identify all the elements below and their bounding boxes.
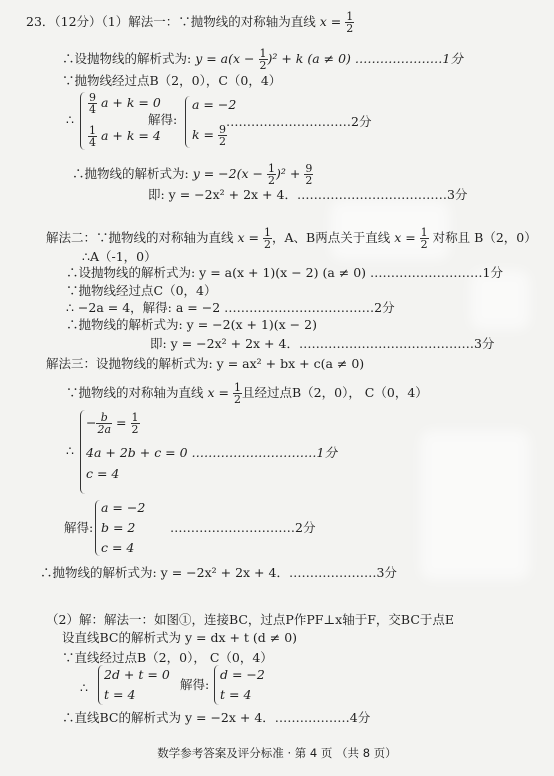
therefore-symbol: ∴: [66, 112, 74, 127]
method3-line2: ∵抛物线的对称轴为直线 x = $\frac{1}{2}$ 且经过点B（2，0）， C（0，4）: [66, 381, 428, 406]
equation-3: c = 4: [86, 466, 120, 481]
system-brace: [98, 665, 103, 705]
method2-line1: 解法二：∵抛物线的对称轴为直线 x = $\frac{1}{2}$ ，A、B两点关于直线 x = $\frac{1}{2}$ 对称且 B（2，0）: [46, 226, 537, 251]
score-2: …………………………2分: [170, 520, 316, 535]
solve-label: 解得:: [180, 677, 210, 692]
method3-final: ∴抛物线的解析式为: y = −2x² + 2x + 4．…………………3分: [40, 565, 397, 580]
equation-2: $\frac{1}{4}$ a + k = 4: [89, 124, 161, 149]
method1-result: ∴抛物线的解析式为: y = −2(x − $\frac{1}{2}$ )² + $\frac{9}{2}$: [72, 162, 313, 187]
solve-label: 解得:: [148, 112, 178, 127]
equation-1: − $\frac{b}{2a}$ = $\frac{1}{2}$: [86, 411, 139, 436]
solve-label: 解得:: [64, 520, 94, 535]
equation-2: t = 4: [104, 687, 136, 702]
method2-line5: ∴ −2a = 4，解得: a = −2 ………………………………2分: [66, 300, 395, 315]
therefore-symbol: ∴: [66, 443, 74, 458]
method1-line2: ∵抛物线经过点B（2，0），C（0，4）: [62, 73, 282, 88]
method2-line6: ∴抛物线的解析式为: y = −2(x + 1)(x − 2): [66, 317, 317, 332]
solution-a: a = −2: [192, 97, 237, 112]
solution-d: d = −2: [220, 667, 265, 682]
scan-smudge: [420, 430, 530, 580]
equation-2: 4a + 2b + c = 0 …………………………1分: [86, 445, 338, 460]
equation-1: $\frac{9}{4}$ a + k = 0: [89, 91, 161, 116]
method2-line2: ∴A（-1，0）: [82, 249, 157, 264]
solution-brace: [214, 665, 219, 705]
page-footer: 数学参考答案及评分标准 · 第 4 页 （共 8 页）: [157, 746, 397, 760]
method3-line1: 解法三：设抛物线的解析式为: y = ax² + bx + c(a ≠ 0): [46, 356, 365, 371]
method2-line7: 即: y = −2x² + 2x + 4．……………………………………3分: [150, 336, 495, 351]
therefore-symbol: ∴: [80, 680, 88, 695]
method1-line1: ∴设抛物线的解析式为: y = a(x − $\frac{1}{2}$ )² + k (a ≠ 0) …………………1分: [62, 47, 463, 72]
method2-line4: ∵抛物线经过点C（0，4）: [66, 283, 217, 298]
solution-b: b = 2: [101, 520, 136, 535]
system-brace: [80, 92, 85, 150]
solution-t: t = 4: [220, 687, 252, 702]
part2-line3: ∵直线经过点B（2，0）， C（0，4）: [62, 650, 273, 665]
problem-header: 23．（12分）（1）解法一：∵抛物线的对称轴为直线 x = $\frac{1}{2}$: [26, 10, 354, 35]
part2-line1: （2）解：解法一：如图①，连接BC，过点P作PF⊥x轴于F，交BC于点E: [46, 612, 455, 627]
solution-brace: [185, 96, 190, 148]
part2-line2: 设直线BC的解析式为 y = dx + t (d ≠ 0): [62, 630, 298, 645]
solution-k: k = $\frac{9}{2}$: [192, 123, 227, 148]
method1-final: 即: y = −2x² + 2x + 4．………………………………3分: [148, 187, 468, 202]
equation-1: 2d + t = 0: [104, 667, 170, 682]
solution-c: c = 4: [101, 540, 135, 555]
system-brace: [80, 410, 85, 494]
solution-brace: [95, 500, 100, 556]
part2-result: ∴直线BC的解析式为 y = −2x + 4．………………4分: [62, 710, 371, 725]
score-2: …………………………2分: [226, 114, 372, 129]
solution-a: a = −2: [101, 500, 146, 515]
method2-line3: ∴设抛物线的解析式为: y = a(x + 1)(x − 2) (a ≠ 0) ………………………1分: [66, 265, 503, 280]
